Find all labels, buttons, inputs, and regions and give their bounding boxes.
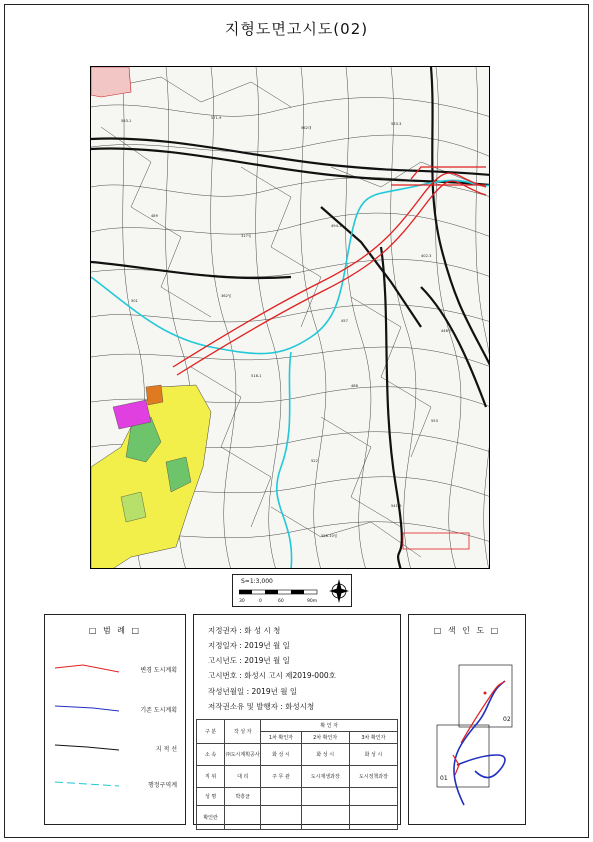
reviewer-1: 1차 확인자 [261,732,301,744]
svg-text:457: 457 [341,319,348,323]
table-cell [349,806,397,830]
legend-item-label: 지 적 선 [155,746,177,753]
svg-text:571-9: 571-9 [211,116,222,120]
legend-item [53,704,181,714]
legend-item-label: 기존 도시계획 [140,707,177,714]
existing-line-symbol [53,704,123,714]
scale-tick: 60 [278,599,284,604]
header-author: 작 성 자 [225,720,261,744]
legend-title: □ 범 례 □ [88,626,142,635]
svg-text:533-3: 533-3 [391,122,402,126]
sheet-title: 지형도면고시도(02) [224,20,369,38]
svg-text:317임: 317임 [241,234,252,238]
row-label: 성 명 [197,788,225,806]
legend-item [53,664,181,674]
info-designator: 지정권자 : 화 성 시 청 [208,626,281,635]
table-cell: 주 무 관 [261,766,301,788]
scale-label: S=1:3,000 [241,578,273,585]
table-cell: 화 성 시 [349,744,397,766]
row-label: 확인란 [197,806,225,830]
notice-info-panel [193,614,401,825]
svg-text:488: 488 [351,384,358,388]
table-cell: 도시정책과장 [349,766,397,788]
table-cell [301,806,349,830]
svg-text:489: 489 [151,214,158,218]
scale-tick: 90m [307,599,318,604]
cadastral-map[interactable] [90,66,490,569]
info-designation-date: 지정일자 : 2019년 월 일 [208,641,290,650]
svg-text:518-1: 518-1 [251,374,262,378]
planned-route [173,167,486,549]
scale-tick: 30 [239,599,245,604]
index-sheet-label: 01 [440,775,448,782]
info-copyright: 저작권소유 및 발행자 : 화성시청 [208,702,315,711]
legend-item [53,779,181,789]
table-cell [301,788,349,806]
svg-text:362임: 362임 [221,294,232,298]
info-notice-year: 고시년도 : 2019년 월 일 [208,656,290,665]
legend-item [53,743,181,753]
scale-box [232,574,352,607]
svg-text:448전: 448전 [441,329,452,333]
north-arrow-icon [328,578,350,604]
info-created-date: 작성년월일 : 2019년 월 일 [208,687,298,696]
svg-text:562대: 562대 [301,126,312,130]
reviewer-2: 2차 확인자 [301,732,349,744]
legend-item-label: 행정구역계 [148,782,177,789]
svg-text:541-6: 541-6 [391,504,402,508]
index-sheet-label: 02 [503,716,511,723]
svg-text:522: 522 [311,459,318,463]
table-cell: 박흥균 [225,788,261,806]
svg-text:501: 501 [131,299,138,303]
index-map-title: □ 색 인 도 □ [433,626,501,635]
planned-line-symbol [53,664,123,674]
svg-text:558-10임: 558-10임 [321,534,338,538]
svg-text:553: 553 [431,419,438,423]
header-reviewer: 확 인 자 [261,720,398,732]
table-cell [261,788,301,806]
reviewer-3: 3차 확인자 [349,732,397,744]
cadastral-line-symbol [53,743,123,753]
scale-tick: 0 [259,599,262,604]
row-label: 직 위 [197,766,225,788]
svg-text:402-3: 402-3 [421,254,432,258]
legend-panel [44,614,186,825]
svg-text:494-1: 494-1 [331,224,342,228]
table-cell [225,806,261,830]
index-map-panel [408,614,526,825]
boundary-line-symbol [53,779,123,789]
map-drawing [91,67,490,569]
table-cell: 대 리 [225,766,261,788]
header-division: 구 분 [197,720,225,744]
row-label: 소 속 [197,744,225,766]
table-cell [349,788,397,806]
table-cell: 화 성 시 [301,744,349,766]
table-cell: ㈜도시계획공사 [225,744,261,766]
table-cell: 화 성 시 [261,744,301,766]
zoning-areas [91,67,211,569]
table-cell: 도시재생과장 [301,766,349,788]
info-notice-number: 고시번호 : 화성시 고시 제2019-000호 [208,671,336,680]
svg-text:583-1: 583-1 [121,119,132,123]
legend-item-label: 변경 도시계획 [140,667,177,674]
table-cell [261,806,301,830]
scale-bar [239,588,319,598]
signature-table [196,719,398,830]
